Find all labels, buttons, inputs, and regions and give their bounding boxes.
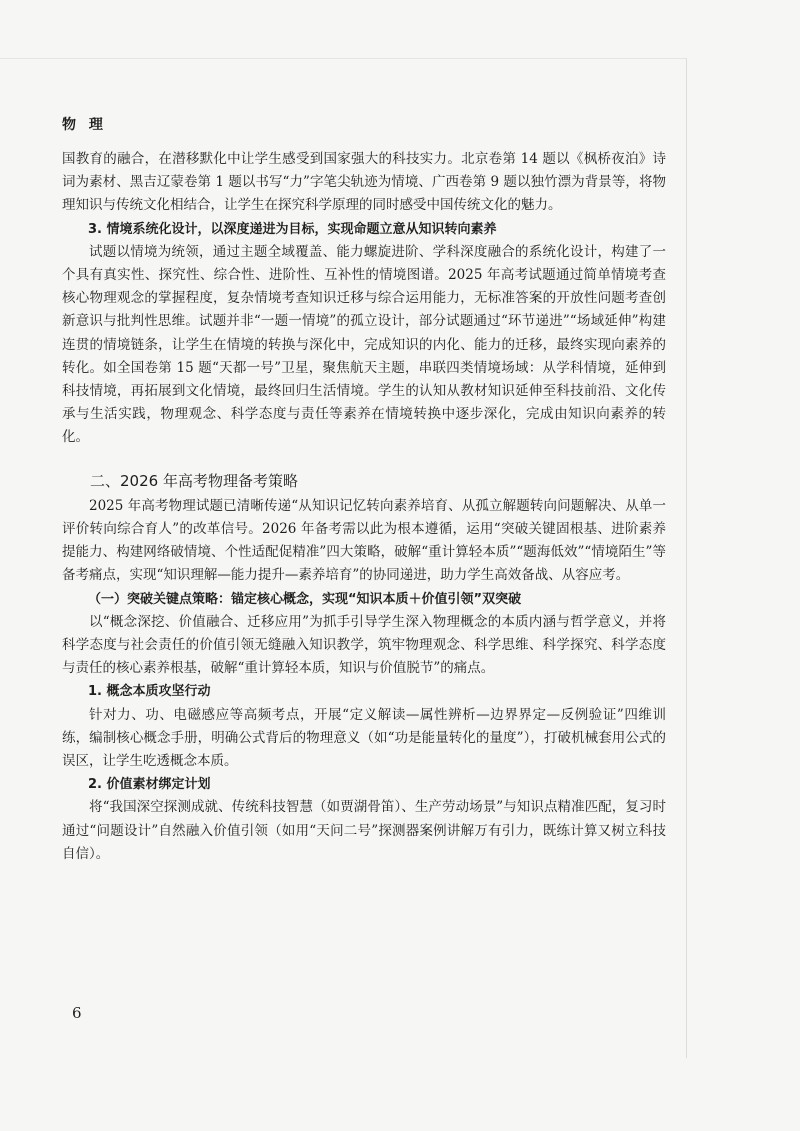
subheading-3: 3. 情境系统化设计，以深度递进为目标，实现命题立意从知识转向素养: [88, 221, 497, 237]
paragraph-strategy-intro: 2025 年高考物理试题已清晰传递“从知识记忆转向素养培育、从孤立解题转向问题解决、从单一评价转向综合育人”的改革信号。2026 年备考需以此为根本遵循，运用“突破关键固根基、进阶素养提能力、构建网络破情境、个性适配促精准”四大策略，破解“重计算轻本质”“题海低效”“情境陌生”等备考痛点，实现“知识理解—能力提升—素养培育”的协同递进，助力学生高效备战、从容应考。: [62, 497, 666, 584]
subheading-value-plan: 2. 价值素材绑定计划: [88, 777, 211, 793]
page-number: 6: [72, 1004, 82, 1022]
paragraph-concept-action: 针对力、功、电磁感应等高频考点，开展“定义解读—属性辨析—边界界定—反例验证”四维训练，编制核心概念手册，明确公式背后的物理意义（如“功是能量转化的量度”），打破机械套用公式的误区，让学生吃透概念本质。: [62, 706, 666, 770]
subheading-concept-action: 1. 概念本质攻坚行动: [88, 684, 211, 700]
paragraph-continued: 国教育的融合，在潜移默化中让学生感受到国家强大的科技实力。北京卷第 14 题以《枫桥夜泊》诗词为素材、黑吉辽蒙卷第 1 题以书写“力”字笔尖轨迹为情境、广西卷第 9 题以独竹漂为背景等，将物理知识与传统文化相结合，让学生在探究科学原理的同时感受中国传统文化的魅力。: [62, 151, 666, 214]
paragraph-situation-design: 试题以情境为统领，通过主题全域覆盖、能力螺旋进阶、学科深度融合的系统化设计，构建了一个具有真实性、探究性、综合性、进阶性、互补性的情境图谱。2025 年高考试题通过简单情境考查核心物理观念的掌握程度，复杂情境考查知识迁移与综合运用能力，无标准答案的开放性问题考查创新意识与批判性思维。试题并非“一题一情境”的孤立设计，部分试题通过“环节递进”“场域延伸”构建连贯的情境链条，让学生在情境的转换与深化中，完成知识的内化、能力的迁移，最终实现向素养的转化。如全国卷第 15 题“天都一号”卫星，聚焦航天主题，串联四类情境场域：从学科情境，延伸到科技情境，再拓展到文化情境，最终回归生活情境。学生的认知从教材知识延伸至科技前沿、文化传承与生活实践，物理观念、科学态度与责任等素养在情境转换中逐步深化，完成由知识向素养的转化。: [62, 243, 666, 446]
top-edge-line: [0, 58, 686, 59]
paragraph-value-plan: 将“我国深空探测成就、传统科技智慧（如贾湖骨笛）、生产劳动场景”与知识点精准匹配，复习时通过“问题设计”自然融入价值引领（如用“天问二号”探测器案例讲解万有引力，既练计算又树立科技自信）。: [62, 799, 666, 862]
subheading-key-points: （一）突破关键点策略：锚定核心概念，实现“知识本质＋价值引领”双突破: [88, 591, 522, 607]
section-heading-2: 二、2026 年高考物理备考策略: [90, 471, 298, 490]
page-edge-line: [686, 58, 687, 1058]
running-head: 物 理: [62, 117, 107, 133]
paragraph-key-points: 以“概念深挖、价值融合、迁移应用”为抓手引导学生深入物理概念的本质内涵与哲学意义，并将科学态度与社会责任的价值引领无缝融入知识教学，筑牢物理观念、科学思维、科学探究、科学态度与责任的核心素养根基，破解“重计算轻本质，知识与价值脱节”的痛点。: [62, 613, 666, 677]
body-text: [62, 148, 666, 866]
